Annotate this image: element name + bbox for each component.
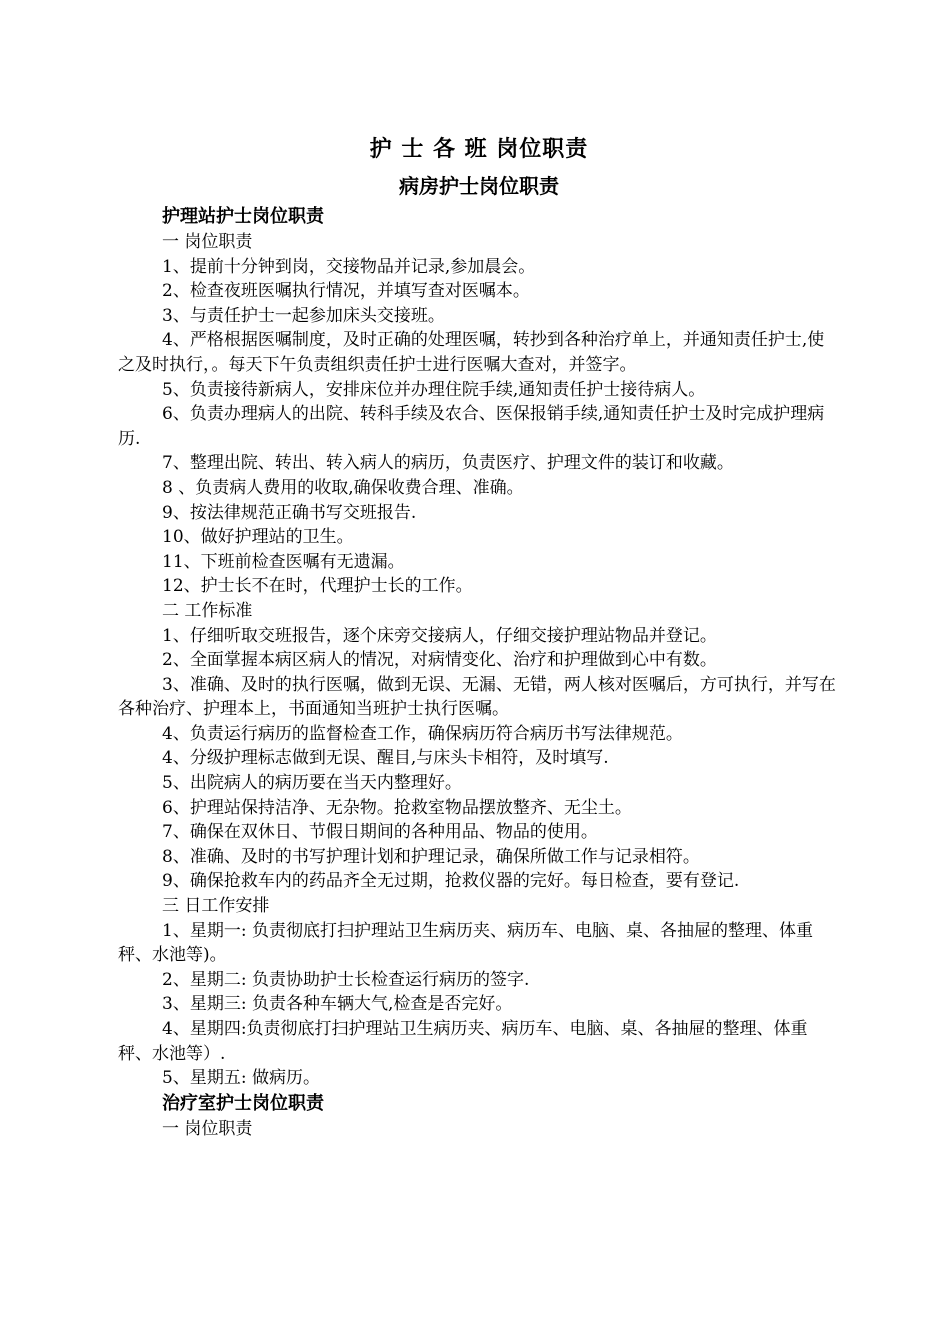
- section-title: 治疗室护士岗位职责: [162, 1092, 324, 1114]
- list-item: 6、护理站保持洁净、无杂物。抢救室物品摆放整齐、无尘土。: [162, 797, 632, 818]
- list-item: 7、确保在双休日、节假日期间的各种用品、物品的使用。: [162, 822, 598, 843]
- list-item: 2、全面掌握本病区病人的情况，对病情变化、治疗和护理做到心中有数。: [162, 650, 717, 671]
- list-item: 8 、负责病人费用的收取,确保收费合理、准确。: [162, 477, 524, 498]
- section-title: 护理站护士岗位职责: [162, 206, 324, 227]
- duty-list: [118, 255, 840, 599]
- standard-list: [118, 624, 840, 895]
- part-heading: 一 岗位职责: [162, 232, 253, 252]
- list-item: 1、星期一: 负责彻底打扫护理站卫生病历夹、病历车、电脑、桌、各抽屉的整理、体重秤、水池等)。: [118, 920, 813, 966]
- list-item: 1、提前十分钟到岗，交接物品并记录,参加晨会。: [162, 256, 536, 277]
- list-item: 6、负责办理病人的出院、转科手续及农合、医保报销手续,通知责任护士及时完成护理病历.: [118, 404, 825, 449]
- list-item: 4、星期四:负责彻底打扫护理站卫生病历夹、病历车、电脑、桌、各抽屉的整理、体重秤、水池等）.: [118, 1019, 808, 1064]
- list-item: 3、准确、及时的执行医嘱，做到无误、无漏、无错，两人核对医嘱后，方可执行，并写在各种治疗、护理本上，书面通知当班护士执行医嘱。: [118, 674, 836, 720]
- part-heading: 一 岗位职责: [162, 1118, 253, 1139]
- list-item: 5、星期五: 做病历。: [162, 1068, 320, 1089]
- list-item: 8、准确、及时的书写护理计划和护理记录，确保所做工作与记录相符。: [162, 846, 700, 867]
- document-page: [118, 130, 840, 1141]
- list-item: 9、确保抢救车内的药品齐全无过期，抢救仪器的完好。每日检查，要有登记.: [162, 871, 740, 892]
- list-item: 10、做好护理站的卫生。: [162, 527, 354, 548]
- list-item: 4、负责运行病历的监督检查工作，确保病历符合病历书写法律规范。: [162, 723, 683, 744]
- list-item: 2、检查夜班医嘱执行情况，并填写查对医嘱本。: [162, 281, 530, 302]
- page-subtitle: 病房护士岗位职责: [399, 174, 559, 198]
- page-title: 护 士 各 班 岗位职责: [369, 136, 589, 162]
- list-item: 5、负责接待新病人，安排床位并办理住院手续,通知责任护士接待病人。: [162, 379, 706, 400]
- list-item: 9、按法律规范正确书写交班报告.: [162, 502, 417, 523]
- list-item: 2、星期二: 负责协助护士长检查运行病历的签字.: [162, 969, 530, 990]
- list-item: 5、出院病人的病历要在当天内整理好。: [162, 773, 462, 794]
- part-heading: 二 工作标准: [162, 600, 253, 621]
- list-item: 3、与责任护士一起参加床头交接班。: [162, 305, 445, 326]
- list-item: 12、护士长不在时，代理护士长的工作。: [162, 576, 473, 597]
- schedule-list: [118, 919, 840, 1091]
- list-item: 1、仔细听取交班报告，逐个床旁交接病人，仔细交接护理站物品并登记。: [162, 625, 717, 646]
- list-item: 4、分级护理标志做到无误、醒目,与床头卡相符，及时填写.: [162, 748, 609, 769]
- list-item: 7、整理出院、转出、转入病人的病历，负责医疗、护理文件的装订和收藏。: [162, 453, 734, 474]
- part-heading: 三 日工作安排: [162, 896, 270, 917]
- list-item: 4、严格根据医嘱制度，及时正确的处理医嘱，转抄到各种治疗单上，并通知责任护士,使之及时执行，。每天下午负责组织责任护士进行医嘱大查对，并签字。: [118, 330, 825, 375]
- list-item: 11、下班前检查医嘱有无遗漏。: [162, 551, 405, 572]
- list-item: 3、星期三: 负责各种车辆大气,检查是否完好。: [162, 994, 513, 1015]
